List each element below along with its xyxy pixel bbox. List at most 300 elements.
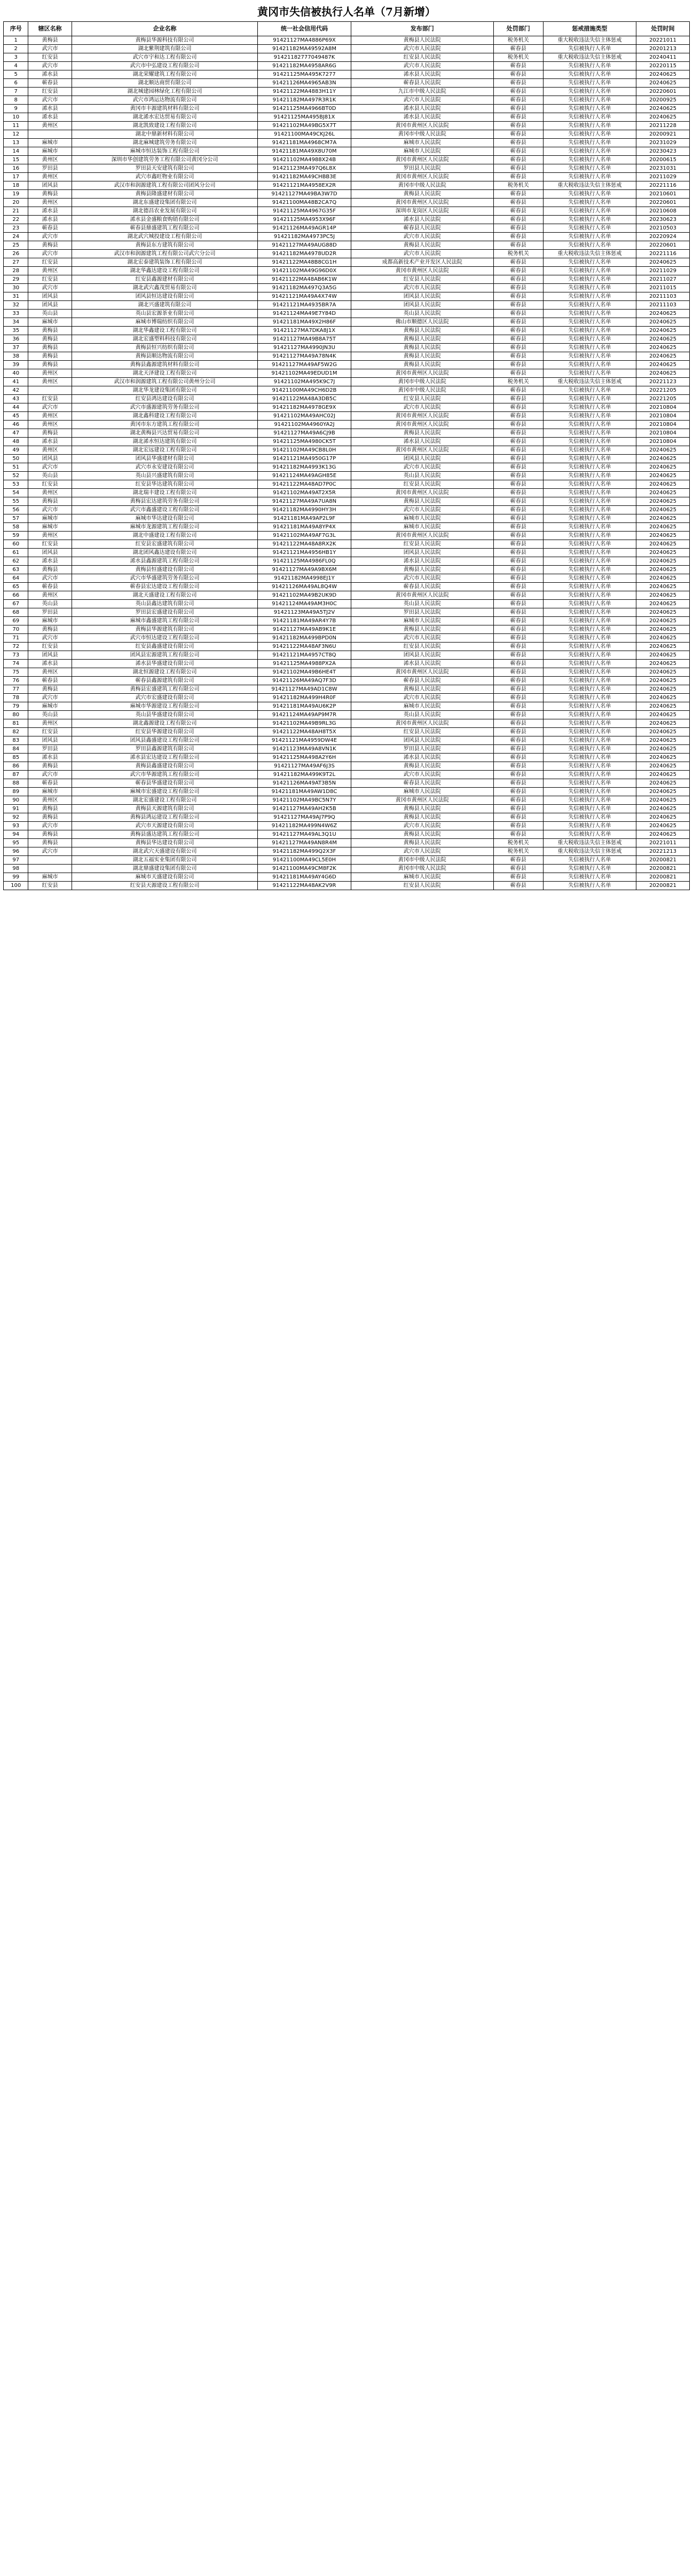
cell-no: 79 bbox=[4, 702, 28, 711]
cell-code: 91421182MA4998EJ1Y bbox=[258, 574, 351, 583]
cell-date: 20200821 bbox=[636, 865, 690, 873]
cell-date: 20240625 bbox=[636, 583, 690, 591]
cell-name: 英山县鑫达建筑有限公司 bbox=[72, 600, 258, 608]
cell-code: 91421125MA4953X96F bbox=[258, 216, 351, 224]
cell-code: 91421125MA498A2Y6H bbox=[258, 754, 351, 762]
cell-name: 湖北德昌农业发展有限公司 bbox=[72, 207, 258, 216]
cell-code: 91421102MA49BG5X7T bbox=[258, 122, 351, 130]
cell-no: 33 bbox=[4, 310, 28, 318]
cell-name: 湖北武穴鑫茂贸易有限公司 bbox=[72, 284, 258, 292]
dishonest-list-table bbox=[3, 21, 690, 890]
cell-type: 失信被执行人名单 bbox=[543, 122, 636, 130]
cell-type: 失信被执行人名单 bbox=[543, 207, 636, 216]
cell-name: 黄梅县顺达物流有限公司 bbox=[72, 352, 258, 361]
cell-date: 20240625 bbox=[636, 574, 690, 583]
cell-code: 91421182MA4978UD2R bbox=[258, 250, 351, 258]
table-row bbox=[4, 566, 690, 574]
cell-dept: 蕲春县 bbox=[493, 267, 543, 275]
cell-name: 红安县华达建筑有限公司 bbox=[72, 480, 258, 489]
cell-name: 红安县天源建设工程有限公司 bbox=[72, 882, 258, 890]
cell-code: 91421127MA4886P69X bbox=[258, 36, 351, 45]
cell-name: 浠水县金盛粮食购销有限公司 bbox=[72, 216, 258, 224]
cell-type: 失信被执行人名单 bbox=[543, 395, 636, 403]
cell-code: 91421100MA49CM8F2K bbox=[258, 865, 351, 873]
cell-no: 71 bbox=[4, 634, 28, 643]
cell-area: 武穴市 bbox=[28, 233, 72, 241]
cell-code: 91421182MA49CHBB3E bbox=[258, 173, 351, 181]
cell-name: 红安县鸿达建设有限公司 bbox=[72, 395, 258, 403]
cell-no: 38 bbox=[4, 352, 28, 361]
cell-dept: 蕲春县 bbox=[493, 643, 543, 651]
cell-no: 43 bbox=[4, 395, 28, 403]
cell-dept: 蕲春县 bbox=[493, 173, 543, 181]
page-title: 黄冈市失信被执行人名单（7月新增） bbox=[257, 5, 436, 18]
cell-date: 20210804 bbox=[636, 403, 690, 412]
cell-court: 深圳市龙岗区人民法院 bbox=[351, 207, 493, 216]
cell-no: 50 bbox=[4, 455, 28, 463]
cell-court: 罗田县人民法院 bbox=[351, 164, 493, 173]
cell-dept: 蕲春县 bbox=[493, 79, 543, 88]
cell-name: 湖北城建园林绿化工程有限公司 bbox=[72, 88, 258, 96]
table-row bbox=[4, 506, 690, 514]
cell-court: 黄梅县人民法院 bbox=[351, 352, 493, 361]
cell-date: 20200821 bbox=[636, 882, 690, 890]
cell-area bbox=[28, 865, 72, 873]
cell-dept: 蕲春县 bbox=[493, 403, 543, 412]
cell-type: 重大税收违法失信主体惩戒 bbox=[543, 839, 636, 847]
cell-dept: 蕲春县 bbox=[493, 480, 543, 489]
cell-name: 罗田县宏盛建设有限公司 bbox=[72, 608, 258, 617]
cell-no: 28 bbox=[4, 267, 28, 275]
cell-type: 失信被执行人名单 bbox=[543, 327, 636, 335]
cell-area: 武穴市 bbox=[28, 96, 72, 105]
cell-type: 失信被执行人名单 bbox=[543, 643, 636, 651]
table-row bbox=[4, 839, 690, 847]
cell-no: 100 bbox=[4, 882, 28, 890]
cell-date: 20221213 bbox=[636, 847, 690, 856]
cell-date: 20240625 bbox=[636, 463, 690, 472]
cell-date: 20221116 bbox=[636, 250, 690, 258]
cell-type: 失信被执行人名单 bbox=[543, 224, 636, 233]
cell-date: 20221123 bbox=[636, 378, 690, 386]
cell-area: 武穴市 bbox=[28, 45, 72, 53]
cell-dept: 蕲春县 bbox=[493, 429, 543, 438]
table-row bbox=[4, 275, 690, 284]
table-row bbox=[4, 216, 690, 224]
cell-area: 黄梅县 bbox=[28, 327, 72, 335]
cell-area: 红安县 bbox=[28, 882, 72, 890]
cell-court: 英山县人民法院 bbox=[351, 310, 493, 318]
cell-type: 失信被执行人名单 bbox=[543, 361, 636, 369]
cell-dept: 蕲春县 bbox=[493, 830, 543, 839]
cell-area: 黄梅县 bbox=[28, 361, 72, 369]
cell-dept: 蕲春县 bbox=[493, 660, 543, 668]
cell-name: 英山县兴盛建筑有限公司 bbox=[72, 472, 258, 480]
cell-no: 66 bbox=[4, 591, 28, 600]
cell-court: 黄冈市黄州区人民法院 bbox=[351, 156, 493, 164]
table-row bbox=[4, 847, 690, 856]
cell-area: 英山县 bbox=[28, 472, 72, 480]
cell-date: 20240625 bbox=[636, 668, 690, 677]
cell-area: 武穴市 bbox=[28, 694, 72, 702]
cell-name: 黄冈市东方建筑工程有限公司 bbox=[72, 421, 258, 429]
cell-area: 黄州区 bbox=[28, 796, 72, 805]
cell-type: 失信被执行人名单 bbox=[543, 105, 636, 113]
table-row bbox=[4, 634, 690, 643]
cell-code: 91421124MA49AGH85E bbox=[258, 472, 351, 480]
cell-dept: 税务机关 bbox=[493, 847, 543, 856]
cell-type: 失信被执行人名单 bbox=[543, 139, 636, 147]
cell-no: 19 bbox=[4, 190, 28, 199]
cell-area: 浠水县 bbox=[28, 70, 72, 79]
table-row bbox=[4, 549, 690, 557]
cell-code: 91421127MA49AD1C8W bbox=[258, 685, 351, 694]
cell-area: 浠水县 bbox=[28, 754, 72, 762]
cell-no: 59 bbox=[4, 532, 28, 540]
cell-name: 湖北恒源建设工程有限公司 bbox=[72, 668, 258, 677]
cell-name: 湖北瑞丰建设工程有限公司 bbox=[72, 489, 258, 497]
cell-court: 蕲春县人民法院 bbox=[351, 779, 493, 788]
cell-code: 91421100MA49CKJ26L bbox=[258, 130, 351, 139]
cell-type: 失信被执行人名单 bbox=[543, 873, 636, 882]
cell-area: 武穴市 bbox=[28, 403, 72, 412]
cell-area: 黄州区 bbox=[28, 267, 72, 275]
cell-date: 20231031 bbox=[636, 164, 690, 173]
table-row bbox=[4, 310, 690, 318]
cell-name: 红安县宏盛建筑有限公司 bbox=[72, 540, 258, 549]
cell-code: 91421182MA499Q2X3F bbox=[258, 847, 351, 856]
cell-code: 91421102MA49CB8L0H bbox=[258, 446, 351, 455]
cell-name: 湖北五福实业集团有限公司 bbox=[72, 856, 258, 865]
cell-area: 黄州区 bbox=[28, 421, 72, 429]
cell-type: 失信被执行人名单 bbox=[543, 369, 636, 378]
cell-dept: 蕲春县 bbox=[493, 438, 543, 446]
cell-name: 黄梅县宏盛建筑工程有限公司 bbox=[72, 685, 258, 694]
cell-name: 麻城市博瑞纺织有限公司 bbox=[72, 318, 258, 327]
table-row bbox=[4, 190, 690, 199]
cell-dept: 蕲春县 bbox=[493, 779, 543, 788]
cell-name: 麻城市龙源建筑工程有限公司 bbox=[72, 523, 258, 532]
cell-dept: 蕲春县 bbox=[493, 566, 543, 574]
cell-no: 7 bbox=[4, 88, 28, 96]
cell-date: 20240625 bbox=[636, 651, 690, 660]
cell-type: 失信被执行人名单 bbox=[543, 310, 636, 318]
cell-date: 20240625 bbox=[636, 258, 690, 267]
cell-court: 英山县人民法院 bbox=[351, 711, 493, 719]
cell-code: 91421182MA4958AR6G bbox=[258, 62, 351, 70]
cell-type: 失信被执行人名单 bbox=[543, 96, 636, 105]
cell-code: 91421127MA49B8A75T bbox=[258, 335, 351, 344]
cell-dept: 蕲春县 bbox=[493, 771, 543, 779]
cell-code: 91421181MA49A8YP4X bbox=[258, 523, 351, 532]
cell-type: 失信被执行人名单 bbox=[543, 45, 636, 53]
table-row bbox=[4, 711, 690, 719]
cell-code: 91421121MA4956HB1Y bbox=[258, 549, 351, 557]
table-row bbox=[4, 660, 690, 668]
cell-area: 黄州区 bbox=[28, 369, 72, 378]
cell-court: 武穴市人民法院 bbox=[351, 574, 493, 583]
cell-date: 20240625 bbox=[636, 523, 690, 532]
cell-type: 失信被执行人名单 bbox=[543, 625, 636, 634]
cell-code: 91421127MA49BA3W7D bbox=[258, 190, 351, 199]
table-row bbox=[4, 540, 690, 549]
cell-area: 罗田县 bbox=[28, 164, 72, 173]
cell-date: 20240625 bbox=[636, 532, 690, 540]
cell-dept: 蕲春县 bbox=[493, 677, 543, 685]
cell-dept: 蕲春县 bbox=[493, 540, 543, 549]
cell-court: 黄冈市黄州区人民法院 bbox=[351, 369, 493, 378]
cell-date: 20221205 bbox=[636, 386, 690, 395]
cell-court: 黄冈市黄州区人民法院 bbox=[351, 173, 493, 181]
cell-name: 湖北宏泰建筑装饰工程有限公司 bbox=[72, 258, 258, 267]
cell-court: 黄梅县人民法院 bbox=[351, 830, 493, 839]
table-header-row bbox=[4, 22, 690, 36]
cell-area: 武穴市 bbox=[28, 822, 72, 830]
cell-no: 46 bbox=[4, 421, 28, 429]
cell-court: 九江市中级人民法院 bbox=[351, 88, 493, 96]
cell-dept: 税务机关 bbox=[493, 53, 543, 62]
table-row bbox=[4, 625, 690, 634]
header-no: 序号 bbox=[4, 22, 28, 36]
cell-dept: 蕲春县 bbox=[493, 865, 543, 873]
cell-dept: 蕲春县 bbox=[493, 275, 543, 284]
cell-type: 失信被执行人名单 bbox=[543, 685, 636, 694]
cell-no: 84 bbox=[4, 745, 28, 754]
cell-dept: 蕲春县 bbox=[493, 685, 543, 694]
cell-type: 失信被执行人名单 bbox=[543, 472, 636, 480]
cell-type: 失信被执行人名单 bbox=[543, 190, 636, 199]
cell-area: 麻城市 bbox=[28, 147, 72, 156]
cell-court: 黄冈市中级人民法院 bbox=[351, 181, 493, 190]
cell-area: 黄州区 bbox=[28, 591, 72, 600]
cell-type: 失信被执行人名单 bbox=[543, 301, 636, 310]
cell-area: 蕲春县 bbox=[28, 779, 72, 788]
cell-area: 武穴市 bbox=[28, 634, 72, 643]
cell-code: 91421123MA49A8VN1K bbox=[258, 745, 351, 754]
cell-court: 团风县人民法院 bbox=[351, 651, 493, 660]
cell-code: 91421181MA49AR4Y7B bbox=[258, 617, 351, 625]
table-row bbox=[4, 583, 690, 591]
cell-area: 武穴市 bbox=[28, 463, 72, 472]
cell-name: 武穴市中弘建设工程有限公司 bbox=[72, 62, 258, 70]
cell-type: 失信被执行人名单 bbox=[543, 634, 636, 643]
cell-area: 黄州区 bbox=[28, 446, 72, 455]
cell-name: 湖北麻城建筑劳务有限公司 bbox=[72, 139, 258, 147]
cell-code: 91421127MA49AN8R4M bbox=[258, 839, 351, 847]
cell-type: 失信被执行人名单 bbox=[543, 62, 636, 70]
cell-type: 失信被执行人名单 bbox=[543, 583, 636, 591]
cell-type: 失信被执行人名单 bbox=[543, 352, 636, 361]
cell-code: 91421127MA49AH2K5B bbox=[258, 805, 351, 813]
cell-code: 91421182MA4993K13G bbox=[258, 463, 351, 472]
cell-dept: 税务机关 bbox=[493, 181, 543, 190]
table-row bbox=[4, 267, 690, 275]
cell-name: 团风县恒达建设有限公司 bbox=[72, 292, 258, 301]
cell-type: 失信被执行人名单 bbox=[543, 591, 636, 600]
header-date: 处罚时间 bbox=[636, 22, 690, 36]
cell-date: 20210601 bbox=[636, 190, 690, 199]
cell-area: 红安县 bbox=[28, 480, 72, 489]
cell-name: 浠水县宏达建设工程有限公司 bbox=[72, 754, 258, 762]
cell-type: 失信被执行人名单 bbox=[543, 233, 636, 241]
cell-code: 91421125MA4966BT0D bbox=[258, 105, 351, 113]
cell-area: 麻城市 bbox=[28, 318, 72, 327]
table-row bbox=[4, 668, 690, 677]
cell-date: 20240625 bbox=[636, 327, 690, 335]
cell-code: 91421182MA4973PC5J bbox=[258, 233, 351, 241]
table-row bbox=[4, 514, 690, 523]
cell-date: 20240625 bbox=[636, 634, 690, 643]
cell-area: 英山县 bbox=[28, 310, 72, 318]
cell-area: 团风县 bbox=[28, 549, 72, 557]
table-row bbox=[4, 45, 690, 53]
cell-court: 麻城市人民法院 bbox=[351, 514, 493, 523]
cell-court: 武穴市人民法院 bbox=[351, 250, 493, 258]
cell-dept: 蕲春县 bbox=[493, 45, 543, 53]
cell-no: 69 bbox=[4, 617, 28, 625]
cell-court: 黄冈市黄州区人民法院 bbox=[351, 796, 493, 805]
cell-dept: 蕲春县 bbox=[493, 600, 543, 608]
cell-dept: 蕲春县 bbox=[493, 813, 543, 822]
cell-code: 91421127MA49A6CJ9B bbox=[258, 429, 351, 438]
cell-type: 失信被执行人名单 bbox=[543, 70, 636, 79]
cell-code: 91421182MA4978GE9X bbox=[258, 403, 351, 412]
cell-date: 20210804 bbox=[636, 421, 690, 429]
cell-dept: 蕲春县 bbox=[493, 156, 543, 164]
cell-no: 10 bbox=[4, 113, 28, 122]
cell-no: 92 bbox=[4, 813, 28, 822]
cell-code: 91421127MA7DKA8J1X bbox=[258, 327, 351, 335]
cell-type: 失信被执行人名单 bbox=[543, 514, 636, 523]
cell-court: 黄冈市黄州区人民法院 bbox=[351, 421, 493, 429]
cell-name: 蕲春县鑫源建筑有限公司 bbox=[72, 677, 258, 685]
table-row bbox=[4, 173, 690, 181]
cell-dept: 税务机关 bbox=[493, 250, 543, 258]
table-row bbox=[4, 591, 690, 600]
table-row bbox=[4, 796, 690, 805]
cell-date: 20230623 bbox=[636, 216, 690, 224]
table-row bbox=[4, 455, 690, 463]
cell-type: 失信被执行人名单 bbox=[543, 566, 636, 574]
cell-date: 20220601 bbox=[636, 241, 690, 250]
cell-area: 黄梅县 bbox=[28, 566, 72, 574]
cell-no: 18 bbox=[4, 181, 28, 190]
cell-code: 91421124MA49AM3H0C bbox=[258, 600, 351, 608]
cell-name: 浠水县华盛建设有限公司 bbox=[72, 660, 258, 668]
cell-dept: 蕲春县 bbox=[493, 335, 543, 344]
cell-date: 20240625 bbox=[636, 540, 690, 549]
cell-area: 浠水县 bbox=[28, 660, 72, 668]
table-row bbox=[4, 70, 690, 79]
cell-type: 失信被执行人名单 bbox=[543, 771, 636, 779]
cell-name: 黄冈市丰源建筑材料有限公司 bbox=[72, 105, 258, 113]
cell-dept: 蕲春县 bbox=[493, 190, 543, 199]
cell-type: 失信被执行人名单 bbox=[543, 805, 636, 813]
cell-no: 26 bbox=[4, 250, 28, 258]
cell-dept: 蕲春县 bbox=[493, 549, 543, 557]
cell-court: 武穴市人民法院 bbox=[351, 771, 493, 779]
cell-type: 失信被执行人名单 bbox=[543, 446, 636, 455]
cell-date: 20210804 bbox=[636, 412, 690, 421]
cell-date: 20240625 bbox=[636, 805, 690, 813]
cell-court: 黄冈市黄州区人民法院 bbox=[351, 489, 493, 497]
cell-date: 20240625 bbox=[636, 771, 690, 779]
cell-name: 黄梅县华源科技有限公司 bbox=[72, 36, 258, 45]
cell-code: 91421126MA49AQ7F3D bbox=[258, 677, 351, 685]
cell-name: 湖北凯致建设工程有限公司 bbox=[72, 122, 258, 130]
cell-code: 91421127MA49AB9K1E bbox=[258, 625, 351, 634]
cell-date: 20240625 bbox=[636, 779, 690, 788]
cell-date: 20230423 bbox=[636, 147, 690, 156]
cell-name: 湖北天盛建设工程有限公司 bbox=[72, 591, 258, 600]
cell-dept: 税务机关 bbox=[493, 839, 543, 847]
cell-dept: 蕲春县 bbox=[493, 728, 543, 736]
table-row bbox=[4, 335, 690, 344]
cell-name: 武穴市鑫盛建设工程有限公司 bbox=[72, 506, 258, 514]
cell-type: 失信被执行人名单 bbox=[543, 882, 636, 890]
cell-court: 浠水县人民法院 bbox=[351, 557, 493, 566]
cell-area: 武穴市 bbox=[28, 62, 72, 70]
cell-date: 20240625 bbox=[636, 514, 690, 523]
cell-area: 红安县 bbox=[28, 395, 72, 403]
cell-no: 39 bbox=[4, 361, 28, 369]
cell-area: 蕲春县 bbox=[28, 224, 72, 233]
cell-code: 91421182MA499N4W6Z bbox=[258, 822, 351, 830]
cell-no: 9 bbox=[4, 105, 28, 113]
cell-code: 91421122MA48AF3N6U bbox=[258, 643, 351, 651]
cell-court: 红安县人民法院 bbox=[351, 882, 493, 890]
cell-dept: 蕲春县 bbox=[493, 88, 543, 96]
cell-name: 湖北华鑫达建设工程有限公司 bbox=[72, 267, 258, 275]
header-dept: 处罚部门 bbox=[493, 22, 543, 36]
cell-area: 浠水县 bbox=[28, 438, 72, 446]
cell-type: 失信被执行人名单 bbox=[543, 523, 636, 532]
cell-dept: 蕲春县 bbox=[493, 506, 543, 514]
table-row bbox=[4, 352, 690, 361]
cell-court: 蕲春县人民法院 bbox=[351, 677, 493, 685]
cell-name: 湖北黄梅县兴达贸易有限公司 bbox=[72, 429, 258, 438]
cell-court: 罗田县人民法院 bbox=[351, 745, 493, 754]
cell-area: 红安县 bbox=[28, 643, 72, 651]
cell-name: 红安县鑫源建材有限公司 bbox=[72, 275, 258, 284]
table-row bbox=[4, 164, 690, 173]
cell-no: 88 bbox=[4, 779, 28, 788]
cell-no: 63 bbox=[4, 566, 28, 574]
cell-type: 失信被执行人名单 bbox=[543, 651, 636, 660]
cell-no: 11 bbox=[4, 122, 28, 130]
cell-type: 失信被执行人名单 bbox=[543, 677, 636, 685]
cell-type: 重大税收违法失信主体惩戒 bbox=[543, 36, 636, 45]
cell-type: 失信被执行人名单 bbox=[543, 429, 636, 438]
cell-no: 35 bbox=[4, 327, 28, 335]
cell-date: 20240625 bbox=[636, 711, 690, 719]
cell-code: 91421102MA49G96D0X bbox=[258, 267, 351, 275]
cell-no: 57 bbox=[4, 514, 28, 523]
cell-no: 3 bbox=[4, 53, 28, 62]
cell-name: 罗田县天安建筑有限公司 bbox=[72, 164, 258, 173]
cell-area: 黄梅县 bbox=[28, 839, 72, 847]
cell-no: 12 bbox=[4, 130, 28, 139]
table-row bbox=[4, 523, 690, 532]
cell-court: 黄梅县人民法院 bbox=[351, 327, 493, 335]
cell-date: 20240625 bbox=[636, 591, 690, 600]
table-row bbox=[4, 233, 690, 241]
cell-type: 失信被执行人名单 bbox=[543, 216, 636, 224]
cell-date: 20240625 bbox=[636, 506, 690, 514]
cell-no: 89 bbox=[4, 788, 28, 796]
cell-code: 91421121MA49A4X74W bbox=[258, 292, 351, 301]
cell-name: 湖北华龙建设集团有限公司 bbox=[72, 386, 258, 395]
